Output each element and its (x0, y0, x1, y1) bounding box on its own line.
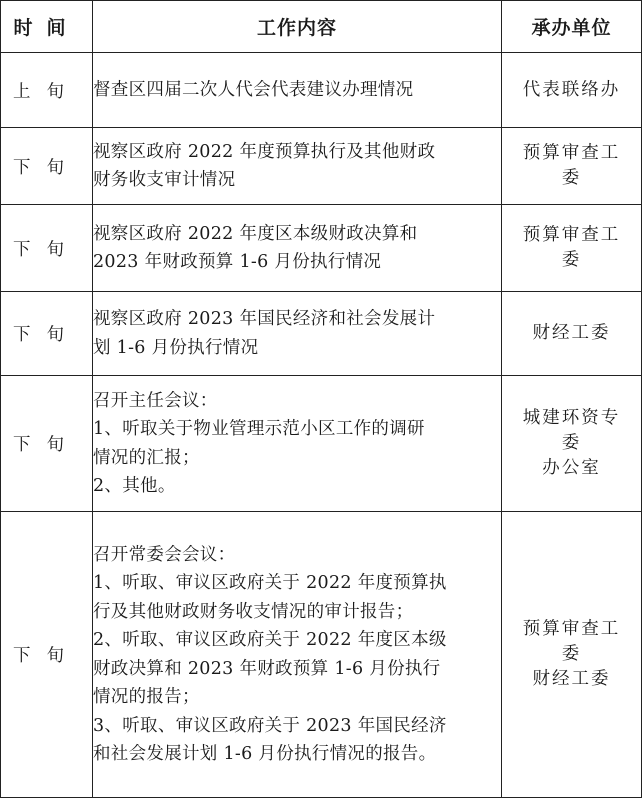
content-line: 1、听取、审议区政府关于 2022 年度预算执 (93, 573, 447, 593)
content-line: 视察区政府 2022 年度区本级财政决算和 (93, 223, 418, 244)
table-row (1, 128, 642, 205)
unit-line: 代表联络办 (522, 79, 621, 100)
row-content (93, 376, 502, 512)
table-row (1, 53, 642, 128)
header-unit: 承办单位 (502, 1, 642, 53)
content-line: 1、听取关于物业管理示范小区工作的调研 (93, 419, 425, 439)
unit-line: 预算审查工 (522, 225, 621, 245)
row-content (93, 512, 502, 798)
content-line: 行及其他财政财务收支情况的审计报告； (93, 601, 414, 622)
row-unit (502, 128, 642, 205)
content-line: 2023 年财政预算 1-6 月份执行情况 (93, 252, 382, 272)
row-time: 下旬 (1, 292, 93, 376)
content-line: 召开主任会议： (93, 390, 218, 411)
row-unit (502, 376, 642, 512)
unit-line: 预算审查工 (522, 143, 621, 163)
content-line: 财务收支审计情况 (93, 170, 236, 190)
content-line: 2、其他。 (93, 476, 176, 496)
row-content (93, 128, 502, 205)
row-unit (502, 292, 642, 376)
content-line: 视察区政府 2022 年度预算执行及其他财政 (93, 141, 436, 162)
unit-line: 办公室 (542, 458, 601, 478)
unit-line: 委 (561, 433, 582, 453)
unit-line: 委 (561, 644, 582, 664)
content-line: 财政决算和 2023 年财政预算 1-6 月份执行 (93, 658, 441, 679)
content-line: 划 1-6 月份执行情况 (93, 337, 259, 358)
table-row (1, 292, 642, 376)
unit-line: 财经工委 (532, 323, 611, 343)
header-row (1, 1, 642, 53)
unit-line: 预算审查工 (522, 619, 621, 639)
unit-line: 委 (561, 250, 582, 270)
row-time: 下旬 (1, 512, 93, 798)
row-time: 上旬 (1, 53, 93, 128)
content-line: 督查区四届二次人代会代表建议办理情况 (93, 79, 414, 100)
row-time: 下旬 (1, 376, 93, 512)
table-row (1, 376, 642, 512)
row-unit (502, 512, 642, 798)
table-row (1, 205, 642, 292)
row-unit (502, 205, 642, 292)
row-content (93, 292, 502, 376)
content-line: 情况的汇报； (93, 447, 200, 468)
header-content: 工作内容 (93, 1, 502, 53)
row-content (93, 205, 502, 292)
header-time: 时间 (1, 1, 93, 53)
row-time: 下旬 (1, 205, 93, 292)
unit-line: 城建环资专 (522, 408, 621, 428)
unit-line: 委 (561, 168, 582, 188)
row-time: 下旬 (1, 128, 93, 205)
content-line: 2、听取、审议区政府关于 2022 年度区本级 (93, 630, 447, 650)
table-row (1, 512, 642, 798)
row-unit (502, 53, 642, 128)
content-line: 3、听取、审议区政府关于 2023 年国民经济 (93, 715, 447, 736)
content-line: 和社会发展计划 1-6 月份执行情况的报告。 (93, 744, 437, 764)
content-line: 情况的报告； (93, 687, 200, 707)
unit-line: 财经工委 (532, 669, 611, 689)
row-content (93, 53, 502, 128)
content-line: 视察区政府 2023 年国民经济和社会发展计 (93, 309, 436, 329)
content-line: 召开常委会会议： (93, 544, 236, 565)
